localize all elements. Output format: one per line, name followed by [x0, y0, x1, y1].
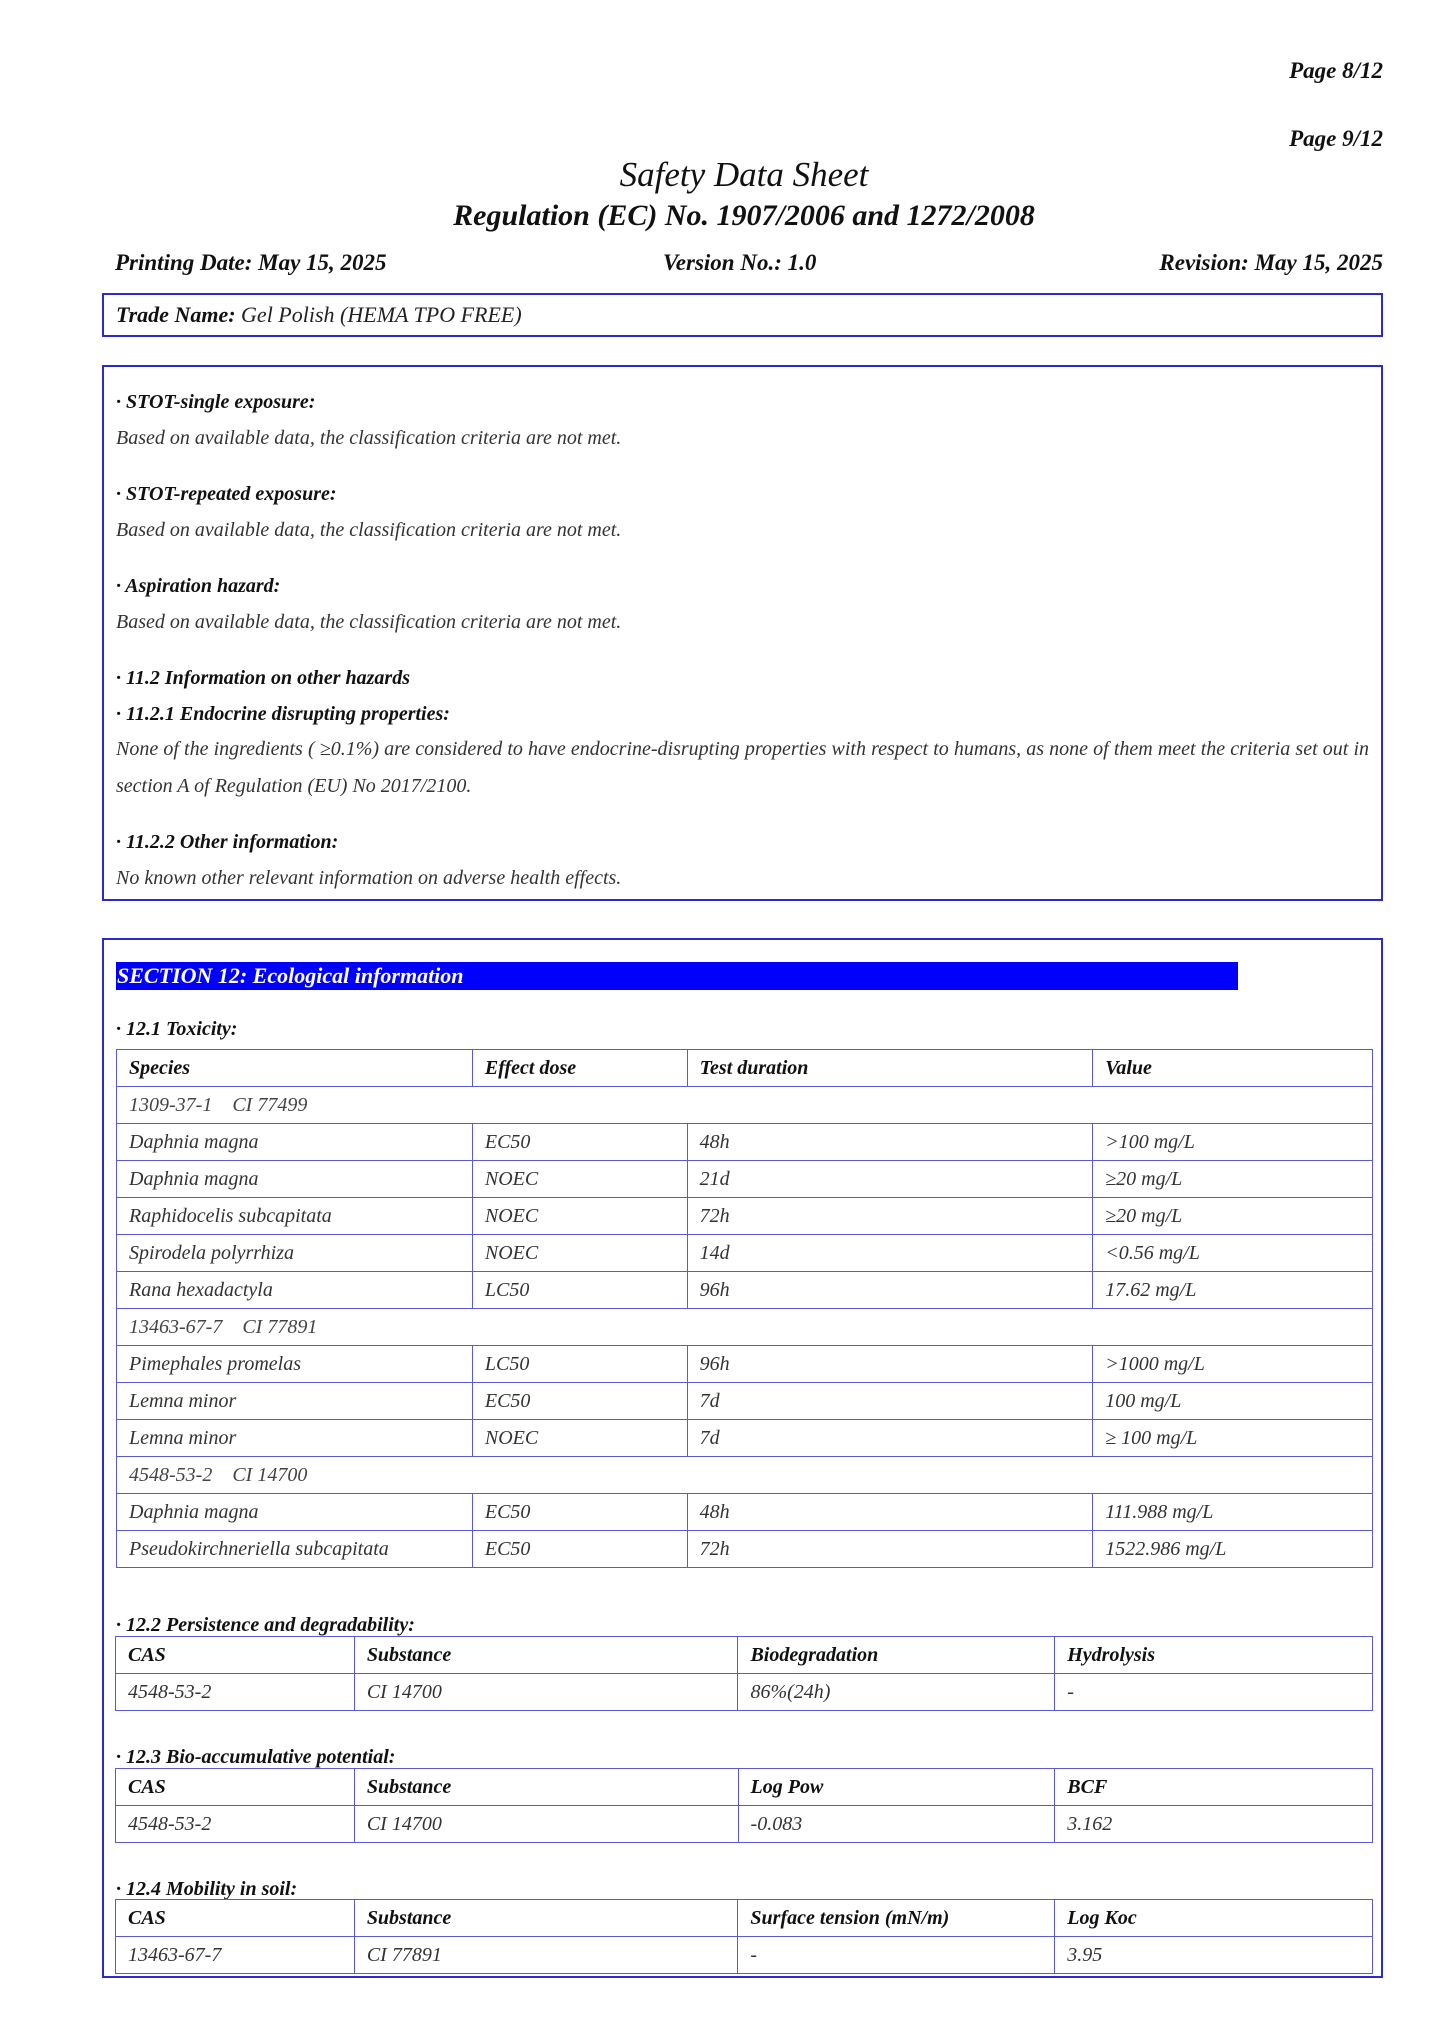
table-cell: NOEC: [472, 1235, 687, 1272]
page-number-previous: Page 8/12: [1289, 58, 1383, 83]
table-row: [117, 1161, 1373, 1198]
table-cell: EC50: [472, 1383, 687, 1420]
table-row: [117, 1272, 1373, 1309]
table-cell: 4548-53-2: [116, 1674, 355, 1711]
substance-group-label: 1309-37-1 CI 77499: [117, 1087, 1373, 1124]
column-header: Hydrolysis: [1055, 1637, 1373, 1674]
revision-date: Revision: May 15, 2025: [1159, 250, 1383, 275]
table-cell: 3.95: [1055, 1937, 1373, 1974]
other-information-text: No known other relevant information on adverse health effects.: [116, 867, 622, 889]
table-cell: EC50: [472, 1124, 687, 1161]
table-cell: ≥ 100 mg/L: [1093, 1420, 1373, 1457]
column-header: CAS: [116, 1637, 355, 1674]
table-cell: 7d: [687, 1383, 1093, 1420]
trade-name-label: Trade Name:: [116, 302, 236, 327]
substance-group-label: 4548-53-2 CI 14700: [117, 1457, 1373, 1494]
printing-date: Printing Date: May 15, 2025: [115, 250, 387, 275]
column-header: Surface tension (mN/m): [738, 1900, 1055, 1937]
table-cell: 96h: [687, 1272, 1093, 1309]
table-cell: 72h: [687, 1531, 1093, 1568]
header-row: [116, 1900, 1373, 1937]
table-cell: Daphnia magna: [117, 1124, 473, 1161]
table-row: [117, 1198, 1373, 1235]
table-cell: 4548-53-2: [116, 1806, 355, 1843]
document-title: Safety Data Sheet: [619, 155, 869, 194]
table-cell: NOEC: [472, 1161, 687, 1198]
table-row: [117, 1531, 1373, 1568]
table-cell: 72h: [687, 1198, 1093, 1235]
stot-repeated-heading: · STOT-repeated exposure:: [116, 483, 337, 505]
table-cell: 48h: [687, 1494, 1093, 1531]
table-cell: Rana hexadactyla: [117, 1272, 473, 1309]
stot-single-text: Based on available data, the classification criteria are not met.: [116, 427, 622, 449]
table-row: [117, 1494, 1373, 1531]
section-12-title: SECTION 12: Ecological information: [116, 962, 1238, 990]
table-cell: EC50: [472, 1531, 687, 1568]
table-cell: -: [738, 1937, 1055, 1974]
table-cell: ≥20 mg/L: [1093, 1161, 1373, 1198]
table-cell: LC50: [472, 1272, 687, 1309]
table-row: [117, 1346, 1373, 1383]
page-number-current: Page 9/12: [1289, 126, 1383, 151]
column-header: Biodegradation: [738, 1637, 1055, 1674]
other-information-heading: · 11.2.2 Other information:: [116, 831, 339, 853]
table-cell: 21d: [687, 1161, 1093, 1198]
table-cell: 17.62 mg/L: [1093, 1272, 1373, 1309]
table-cell: >1000 mg/L: [1093, 1346, 1373, 1383]
table-cell: NOEC: [472, 1420, 687, 1457]
table-cell: 1522.986 mg/L: [1093, 1531, 1373, 1568]
table-row: [116, 1937, 1373, 1974]
other-hazards-heading: · 11.2 Information on other hazards: [116, 667, 410, 689]
table-cell: 13463-67-7: [116, 1937, 355, 1974]
document-subtitle: Regulation (EC) No. 1907/2006 and 1272/2008: [453, 199, 1035, 232]
column-header: Substance: [354, 1769, 738, 1806]
substance-group-row: [117, 1457, 1373, 1494]
table-row: [117, 1420, 1373, 1457]
table-row: [116, 1806, 1373, 1843]
table-row: [117, 1124, 1373, 1161]
trade-name-value: Gel Polish (HEMA TPO FREE): [241, 302, 522, 327]
table-cell: 48h: [687, 1124, 1093, 1161]
stot-single-heading: · STOT-single exposure:: [116, 391, 316, 413]
substance-group-row: [117, 1087, 1373, 1124]
header-row: [116, 1637, 1373, 1674]
version-number: Version No.: 1.0: [663, 250, 817, 275]
table-cell: >100 mg/L: [1093, 1124, 1373, 1161]
table-row: [116, 1674, 1373, 1711]
table-cell: Spirodela polyrrhiza: [117, 1235, 473, 1272]
table-cell: Daphnia magna: [117, 1161, 473, 1198]
column-header: CAS: [116, 1769, 355, 1806]
table-cell: 14d: [687, 1235, 1093, 1272]
table-cell: 3.162: [1055, 1806, 1373, 1843]
section-12-box: [102, 938, 1383, 1978]
column-header: BCF: [1055, 1769, 1373, 1806]
table-cell: Daphnia magna: [117, 1494, 473, 1531]
section-11-box: [102, 365, 1383, 901]
endocrine-text: None of the ingredients ( ≥0.1%) are considered to have endocrine-disrupting properties with respect to humans, as none of them meet the criteria set out in section A of Regulation (EU) No 2017/2100.: [116, 738, 1369, 797]
table-cell: CI 77891: [354, 1937, 738, 1974]
table-cell: -0.083: [738, 1806, 1055, 1843]
substance-group-label: 13463-67-7 CI 77891: [117, 1309, 1373, 1346]
table-cell: Pimephales promelas: [117, 1346, 473, 1383]
table-cell: -: [1055, 1674, 1373, 1711]
substance-group-row: [117, 1309, 1373, 1346]
table-cell: 96h: [687, 1346, 1093, 1383]
bioaccumulative-heading: · 12.3 Bio-accumulative potential:: [116, 1746, 396, 1768]
table-cell: NOEC: [472, 1198, 687, 1235]
mobility-heading: · 12.4 Mobility in soil:: [116, 1878, 298, 1900]
column-header: Species: [117, 1050, 473, 1087]
column-header: Log Koc: [1055, 1900, 1373, 1937]
aspiration-hazard-heading: · Aspiration hazard:: [116, 575, 281, 597]
table-cell: 100 mg/L: [1093, 1383, 1373, 1420]
column-header: Log Pow: [738, 1769, 1055, 1806]
toxicity-header-row: [117, 1050, 1373, 1087]
toxicity-table: [116, 1049, 1373, 1568]
column-header: Substance: [354, 1900, 738, 1937]
bioaccumulative-table: [115, 1768, 1373, 1843]
table-row: [117, 1235, 1373, 1272]
table-cell: Lemna minor: [117, 1383, 473, 1420]
table-cell: <0.56 mg/L: [1093, 1235, 1373, 1272]
persistence-heading: · 12.2 Persistence and degradability:: [116, 1614, 415, 1636]
trade-name-box: [102, 293, 1383, 337]
column-header: Effect dose: [472, 1050, 687, 1087]
column-header: Substance: [354, 1637, 738, 1674]
column-header: Value: [1093, 1050, 1373, 1087]
table-cell: ≥20 mg/L: [1093, 1198, 1373, 1235]
table-cell: CI 14700: [354, 1674, 738, 1711]
table-cell: 111.988 mg/L: [1093, 1494, 1373, 1531]
column-header: Test duration: [687, 1050, 1093, 1087]
table-cell: 7d: [687, 1420, 1093, 1457]
table-row: [117, 1383, 1373, 1420]
header-row: [116, 1769, 1373, 1806]
table-cell: CI 14700: [354, 1806, 738, 1843]
persistence-table: [115, 1636, 1373, 1711]
table-cell: Raphidocelis subcapitata: [117, 1198, 473, 1235]
aspiration-hazard-text: Based on available data, the classification criteria are not met.: [116, 611, 622, 633]
stot-repeated-text: Based on available data, the classification criteria are not met.: [116, 519, 622, 541]
endocrine-heading: · 11.2.1 Endocrine disrupting properties:: [116, 703, 450, 725]
table-cell: EC50: [472, 1494, 687, 1531]
mobility-table: [115, 1899, 1373, 1974]
table-cell: Lemna minor: [117, 1420, 473, 1457]
table-cell: LC50: [472, 1346, 687, 1383]
column-header: CAS: [116, 1900, 355, 1937]
table-cell: Pseudokirchneriella subcapitata: [117, 1531, 473, 1568]
toxicity-heading: · 12.1 Toxicity:: [116, 1018, 238, 1040]
table-cell: 86%(24h): [738, 1674, 1055, 1711]
trade-name: [116, 302, 522, 328]
